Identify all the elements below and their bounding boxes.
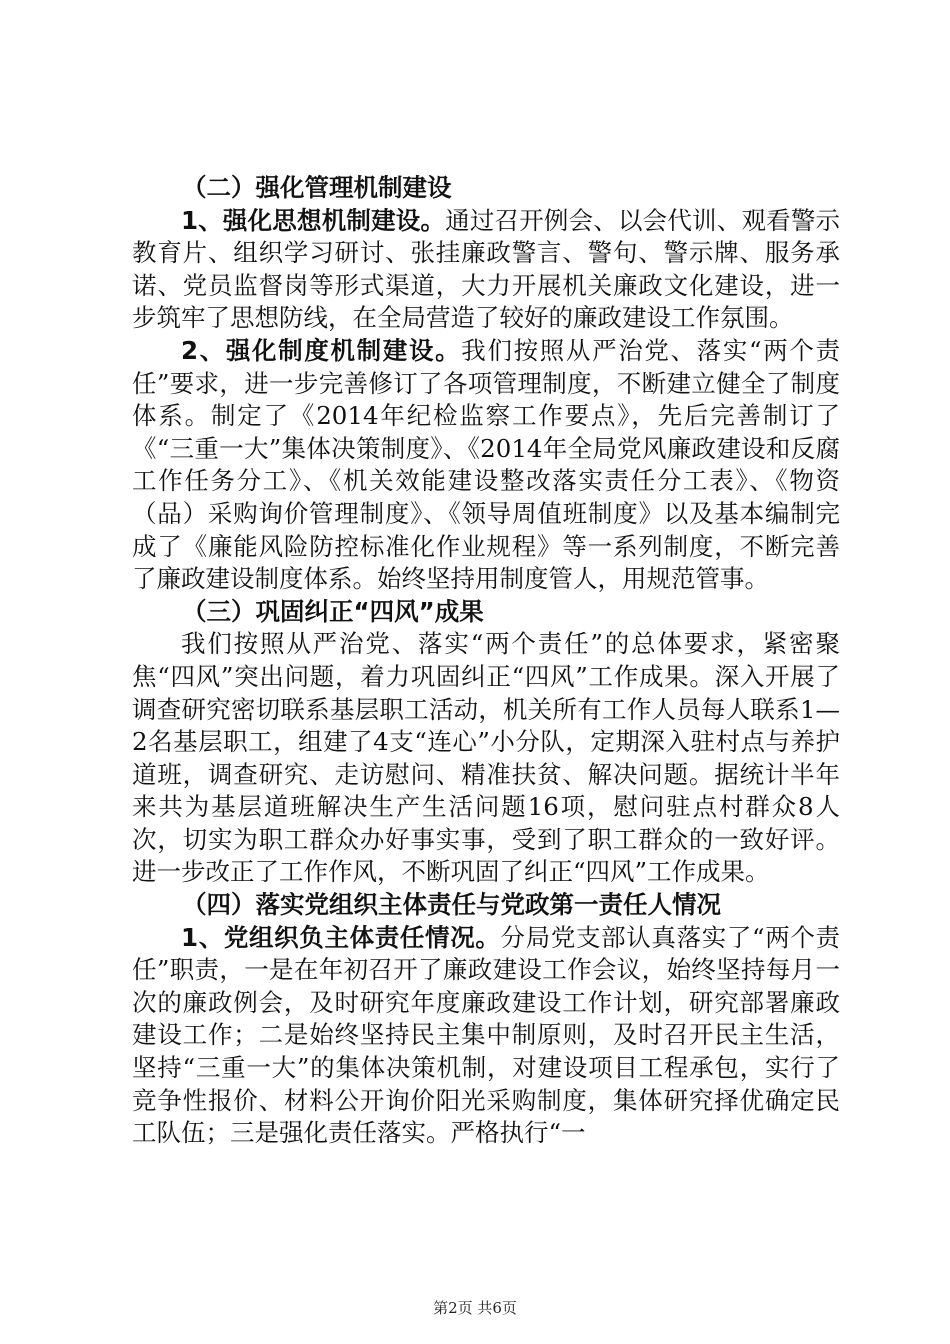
document-body <box>132 172 840 1150</box>
paragraph-lead: 2、强化制度机制建设。 <box>181 335 462 365</box>
paragraph-lead: 1、党组织负主体责任情况。 <box>181 922 501 952</box>
section-heading-2: （二）强化管理机制建设 <box>182 173 452 202</box>
paragraph-text: 我们按照从严治党、落实“两个责任”要求，进一步完善修订了各项管理制度，不断建立健全了制度体系。制定了《2014年纪检监察工作要点》，先后完善制订了《“三重一大”集体决策制度》、《2014年全局党风廉政建设和反腐工作任务分工》、《机关效能建设整改落实责任分工表》、《物资（品）采购询价管理制度》、《领导周值班制度》以及基本编制完成了《廉能风险防控标准化作业规程》等一系列制度，不断完善了廉政建设制度体系。始终坚持用制度管人，用规范管事。 <box>132 335 841 594</box>
paragraph-text: 分局党支部认真落实了“两个责任”职责，一是在年初召开了廉政建设工作会议，始终坚持每月一次的廉政例会，及时研究年度廉政建设工作计划，研究部署廉政建设工作；二是始终坚持民主集中制原则，及时召开民主生活，坚持“三重一大”的集体决策机制，对建设项目工程承包，实行了竞争性报价、材料公开询价阳光采购制度，集体研究择优确定民工队伍；三是强化责任落实。严格执行“一 <box>132 922 841 1148</box>
paragraph <box>132 205 840 335</box>
paragraph <box>132 628 840 889</box>
paragraph-text: 我们按照从严治党、落实“两个责任”的总体要求，紧密聚焦“四风”突出问题，着力巩固纠正“四风”工作成果。深入开展了调查研究密切联系基层职工活动，机关所有工作人员每人联系1—2名基层职工，组建了4支“连心”小分队，定期深入驻村点与养护道班，调查研究、走访慰问、精准扶贫、解决问题。据统计半年来共为基层道班解决生产生活问题16项，慰问驻点村群众8人次，切实为职工群众办好事实事，受到了职工群众的一致好评。进一步改正了工作作风，不断巩固了纠正“四风”工作成果。 <box>132 629 840 887</box>
section-heading-3: （三）巩固纠正“四风”成果 <box>182 596 484 626</box>
paragraph <box>132 922 840 1150</box>
paragraph <box>132 335 840 596</box>
section-heading-4: （四）落实党组织主体责任与党政第一责任人情况 <box>182 890 721 920</box>
page-footer: 第2页 共6页 <box>433 1299 517 1317</box>
paragraph-lead: 1、强化思想机制建设。 <box>181 205 446 235</box>
paragraph-text: 通过召开例会、以会代训、观看警示教育片、组织学习研讨、张挂廉政警言、警句、警示牌、服务承诺、党员监督岗等形式渠道，大力开展机关廉政文化建设，进一步筑牢了思想防线，在全局营造了较好的廉政建设工作氛围。 <box>132 205 841 333</box>
